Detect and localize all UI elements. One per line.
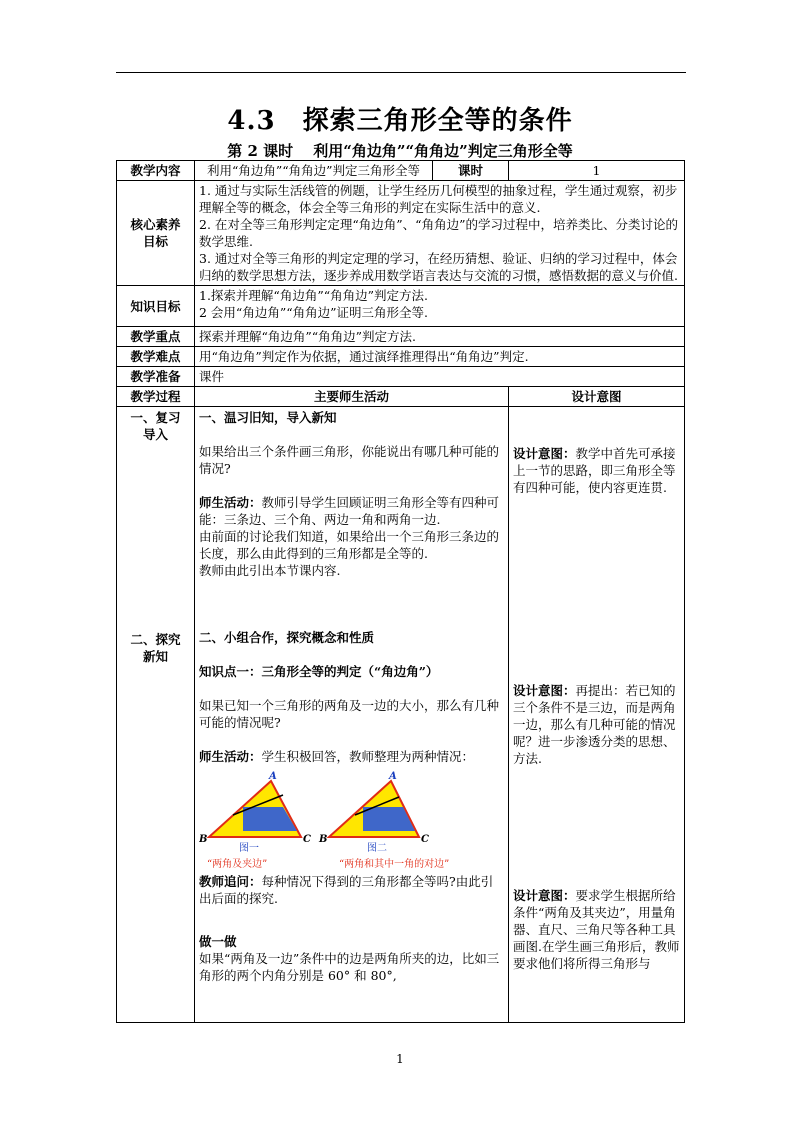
stage-column — [117, 407, 195, 1023]
section1-title: 一、温习旧知，导入新知 — [199, 410, 337, 425]
lesson-plan-table — [116, 160, 685, 1023]
figure-1-label-b: B — [199, 834, 208, 845]
process-body-row — [117, 407, 685, 1023]
activity-header: 主要师生活动 — [195, 387, 509, 407]
key-value: 探索并理解“角边角”“角角边”判定方法. — [195, 327, 685, 347]
core-label: 核心素养 目标 — [117, 181, 195, 286]
hours-value: 1 — [509, 161, 685, 181]
intent-3 — [513, 887, 680, 972]
lesson-topic: 利用“角边角”“角角边”判定三角形全等 — [313, 142, 573, 160]
knowledge-label: 知识目标 — [117, 286, 195, 327]
activity-column — [195, 407, 509, 1023]
key-row — [117, 327, 685, 347]
figure-1-caption: 图一 — [239, 843, 259, 854]
figure-2-label-c: C — [421, 834, 429, 845]
difficulty-label: 教学难点 — [117, 347, 195, 367]
figure-1-label-c: C — [303, 834, 311, 845]
section2-title: 二、小组合作，探究概念和性质 — [199, 630, 375, 645]
knowledge-point-1-question: 如果已知一个三角形的两角及一边的大小，那么有几种可能的情况呢? — [199, 698, 500, 730]
activity-text-2: 学生积极回答，教师整理为两种情况： — [261, 749, 475, 764]
prep-value: 课件 — [195, 367, 685, 387]
figure-1-triangle — [199, 771, 311, 870]
figure-2-note: “两角和其中一角的对边” — [339, 859, 450, 870]
figure-2-label-a: A — [389, 771, 397, 782]
activity-label: 师生活动： — [199, 495, 262, 510]
process-header-row — [117, 387, 685, 407]
knowledge-item-1: 1.探索并理解“角边角”“角角边”判定方法. — [199, 288, 428, 303]
page-number: 1 — [396, 1052, 404, 1066]
process-label: 教学过程 — [117, 387, 195, 407]
try-it-title: 做一做 — [199, 934, 237, 949]
knowledge-point-1-activity — [199, 748, 504, 765]
figure-1-label-a: A — [269, 771, 277, 782]
follow-up-text: 每种情况下得到的三角形都全等吗?由此引出后面的探究. — [199, 874, 494, 906]
lesson-number: 第 2 课时 — [227, 142, 294, 160]
core-item-1: 1. 通过与实际生活线管的例题，让学生经历几何模型的抽象过程，学生通过观察，初步理解全等的概念，体会全等三角形的判定在实际生活中的意义. — [199, 183, 678, 215]
core-item-3: 3. 通过对全等三角形的判定定理的学习，在经历猜想、验证、归纳的学习过程中，体会归纳的数学思想方法，逐步养成用数学语言表达与交流的习惯，感悟数据的意义与价值. — [199, 251, 678, 283]
content-row — [117, 161, 685, 181]
section1-paragraph-2: 由前面的讨论我们知道，如果给出一个三角形三条边的长度，那么由此得到的三角形都是全等的. — [199, 529, 500, 561]
intent-2-text: 再提出：若已知的三个条件不是三边，而是两角一边，那么有几种可能的情况呢？进一步渗透分类的思想、方法. — [513, 683, 676, 766]
stage-explore: 二、探究 新知 — [130, 632, 181, 664]
core-item-2: 2. 在对全等三角形判定定理“角边角”、“角角边”的学习过程中，培养类比、分类讨论的数学思维. — [199, 217, 678, 249]
header-rule — [116, 72, 686, 73]
difficulty-value: 用“角边角”判定作为依据，通过演绎推理得出“角角边”判定. — [195, 347, 685, 367]
triangle-figures — [199, 769, 499, 873]
knowledge-item-2: 2 会用“角边角”“角角边”证明三角形全等. — [199, 305, 428, 320]
intent-header: 设计意图 — [509, 387, 685, 407]
follow-up-label: 教师追问： — [199, 874, 262, 889]
prep-row — [117, 367, 685, 387]
prep-label: 教学准备 — [117, 367, 195, 387]
figure-2-caption: 图二 — [367, 843, 387, 854]
figure-2-label-b: B — [319, 834, 328, 845]
teacher-follow-up — [199, 873, 504, 907]
figure-1-note: “两角及夹边” — [207, 859, 268, 870]
intent-3-text: 要求学生根据所给条件“两角及其夹边”，用量角器、直尺、三角尺等各种工具画图.在学生画三角形后，教师要求他们将所得三角形与 — [513, 888, 680, 971]
intent-2-label: 设计意图： — [513, 683, 576, 698]
knowledge-point-1-title: 知识点一：三角形全等的判定（“角边角”） — [199, 664, 439, 679]
knowledge-row — [117, 286, 685, 327]
difficulty-row — [117, 347, 685, 367]
section1-question: 如果给出三个条件画三角形，你能说出有哪几种可能的情况? — [199, 444, 500, 476]
knowledge-content — [195, 286, 685, 327]
intent-1-text: 教学中首先可承接上一节的思路，即三角形全等有四种可能，使内容更连贯. — [513, 446, 676, 495]
page-title: 4.3 探索三角形全等的条件 — [227, 106, 573, 136]
stage-review: 一、复习 导入 — [130, 410, 181, 442]
intent-3-label: 设计意图： — [513, 888, 576, 903]
activity-label-2: 师生活动： — [199, 749, 262, 764]
lesson-subtitle — [0, 140, 800, 161]
intent-column — [509, 407, 685, 1023]
core-content — [195, 181, 685, 286]
figure-2-triangle — [318, 771, 449, 870]
intent-1-label: 设计意图： — [513, 446, 576, 461]
content-label: 教学内容 — [117, 161, 195, 181]
intent-2 — [513, 682, 680, 767]
intent-1 — [513, 445, 680, 496]
core-row — [117, 181, 685, 286]
section1-paragraph-3: 教师由此引出本节课内容. — [199, 563, 341, 578]
hours-label: 课时 — [433, 161, 509, 181]
activity-text: 教师引导学生回顾证明三角形全等有四种可能：三条边、三个角、两边一角和两角一边. — [199, 495, 500, 527]
try-it-text: 如果“两角及一边”条件中的边是两角所夹的边，比如三角形的两个内角分别是 60° 和 80°, — [199, 951, 500, 983]
section1-activity — [199, 494, 504, 528]
key-label: 教学重点 — [117, 327, 195, 347]
content-value: 利用“角边角”“角角边”判定三角形全等 — [195, 161, 433, 181]
